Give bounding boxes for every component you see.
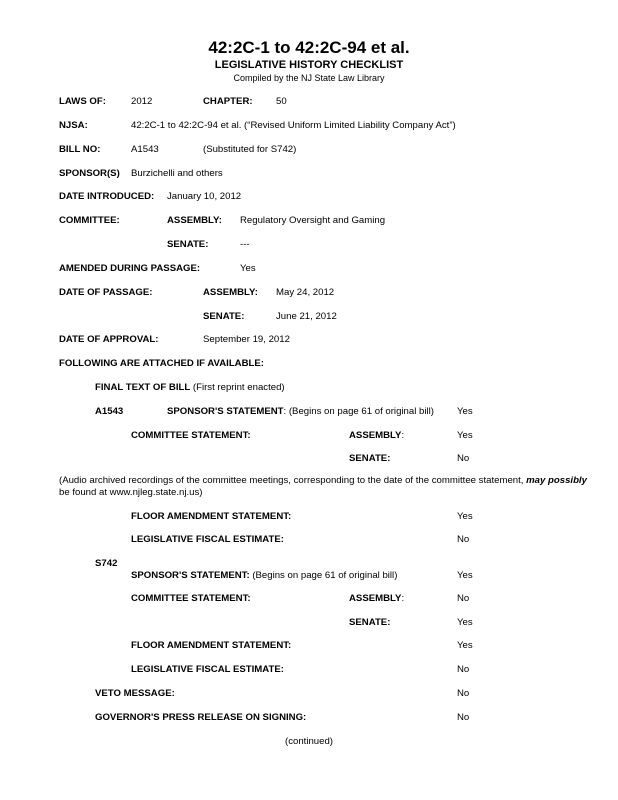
final-text-note: (First reprint enacted)	[190, 382, 285, 393]
bill-no-note: (Substituted for S742)	[203, 144, 297, 155]
audio-note-emphasis: may possibly	[526, 475, 587, 486]
a1543-assembly-label: ASSEMBLY	[349, 430, 402, 441]
s742-senate-value: Yes	[457, 617, 473, 628]
passage-senate-label: SENATE:	[203, 311, 245, 322]
laws-of-label: LAWS OF:	[59, 96, 106, 107]
date-of-approval-label: DATE OF APPROVAL:	[59, 334, 159, 345]
s742-bill-label: S742	[95, 558, 118, 569]
bill-no-label: BILL NO:	[59, 144, 101, 155]
s742-floor-value: Yes	[457, 640, 473, 651]
a1543-senate-label: SENATE:	[349, 453, 391, 464]
veto-value: No	[457, 688, 470, 699]
s742-sponsor-label: SPONSOR'S STATEMENT:	[131, 570, 250, 581]
amended-value: Yes	[240, 263, 256, 274]
laws-of-value: 2012	[131, 96, 153, 107]
a1543-bill-label: A1543	[95, 406, 124, 417]
date-of-passage-label: DATE OF PASSAGE:	[59, 287, 153, 298]
date-introduced-value: January 10, 2012	[167, 191, 242, 202]
s742-assembly-label: ASSEMBLY	[349, 593, 402, 604]
veto-label: VETO MESSAGE:	[95, 688, 175, 699]
njsa-label: NJSA:	[59, 120, 88, 131]
a1543-assembly-colon: :	[401, 430, 405, 441]
a1543-sponsor-value: Yes	[457, 406, 473, 417]
date-introduced-label: DATE INTRODUCED:	[59, 191, 155, 202]
passage-assembly-value: May 24, 2012	[276, 287, 335, 298]
final-text-row	[95, 382, 285, 394]
audio-note-part2: be found at www.njleg.state.nj.us)	[59, 487, 203, 498]
s742-floor-label: FLOOR AMENDMENT STATEMENT:	[131, 640, 292, 651]
passage-assembly-label: ASSEMBLY:	[203, 287, 258, 298]
amended-label: AMENDED DURING PASSAGE:	[59, 263, 201, 274]
a1543-sponsor-label: SPONSOR'S STATEMENT	[167, 406, 284, 417]
sponsors-label: SPONSOR(S)	[59, 168, 120, 179]
s742-sponsor-note: (Begins on page 61 of original bill)	[249, 570, 398, 581]
passage-senate-value: June 21, 2012	[276, 311, 337, 322]
s742-assembly-colon: :	[401, 593, 405, 604]
page-subtitle: LEGISLATIVE HISTORY CHECKLIST	[214, 59, 404, 71]
a1543-fiscal-label: LEGISLATIVE FISCAL ESTIMATE:	[131, 534, 284, 545]
s742-fiscal-label: LEGISLATIVE FISCAL ESTIMATE:	[131, 664, 284, 675]
chapter-value: 50	[276, 96, 287, 107]
chapter-label: CHAPTER:	[203, 96, 253, 107]
press-release-label: GOVERNOR'S PRESS RELEASE ON SIGNING:	[95, 712, 307, 723]
a1543-assembly-row	[349, 430, 404, 442]
page-title: 42:2C-1 to 42:2C-94 et al.	[208, 38, 410, 57]
a1543-sponsor-note: : (Begins on page 61 of original bill)	[283, 406, 434, 417]
a1543-assembly-value: Yes	[457, 430, 473, 441]
committee-assembly-value: Regulatory Oversight and Gaming	[240, 215, 386, 226]
date-of-approval-value: September 19, 2012	[203, 334, 290, 345]
committee-senate-label: SENATE:	[167, 239, 209, 250]
bill-no-value: A1543	[131, 144, 159, 155]
compiled-by: Compiled by the NJ State Law Library	[233, 73, 385, 83]
a1543-fiscal-value: No	[457, 534, 470, 545]
audio-note-part1: (Audio archived recordings of the committee meetings, corresponding to the date of the committee statement,	[59, 475, 527, 486]
committee-assembly-label: ASSEMBLY:	[167, 215, 222, 226]
s742-sponsor-row	[131, 570, 397, 582]
s742-senate-label: SENATE:	[349, 617, 391, 628]
s742-assembly-value: No	[457, 593, 470, 604]
committee-senate-value: ---	[240, 239, 250, 250]
a1543-floor-value: Yes	[457, 511, 473, 522]
a1543-committee-label: COMMITTEE STATEMENT:	[131, 430, 251, 441]
s742-assembly-row	[349, 593, 404, 605]
final-text-label: FINAL TEXT OF BILL	[95, 382, 191, 393]
continued-note: (continued)	[285, 736, 333, 747]
a1543-senate-value: No	[457, 453, 470, 464]
s742-fiscal-value: No	[457, 664, 470, 675]
following-label: FOLLOWING ARE ATTACHED IF AVAILABLE:	[59, 358, 264, 369]
s742-committee-label: COMMITTEE STATEMENT:	[131, 593, 251, 604]
sponsors-value: Burzichelli and others	[131, 168, 223, 179]
a1543-floor-label: FLOOR AMENDMENT STATEMENT:	[131, 511, 292, 522]
a1543-sponsor-row	[167, 406, 434, 418]
s742-sponsor-value: Yes	[457, 570, 473, 581]
njsa-value: 42:2C-1 to 42:2C-94 et al. (“Revised Uniform Limited Liability Company Act”)	[131, 120, 456, 131]
press-release-value: No	[457, 712, 470, 723]
audio-note	[59, 475, 599, 499]
committee-label: COMMITTEE:	[59, 215, 120, 226]
